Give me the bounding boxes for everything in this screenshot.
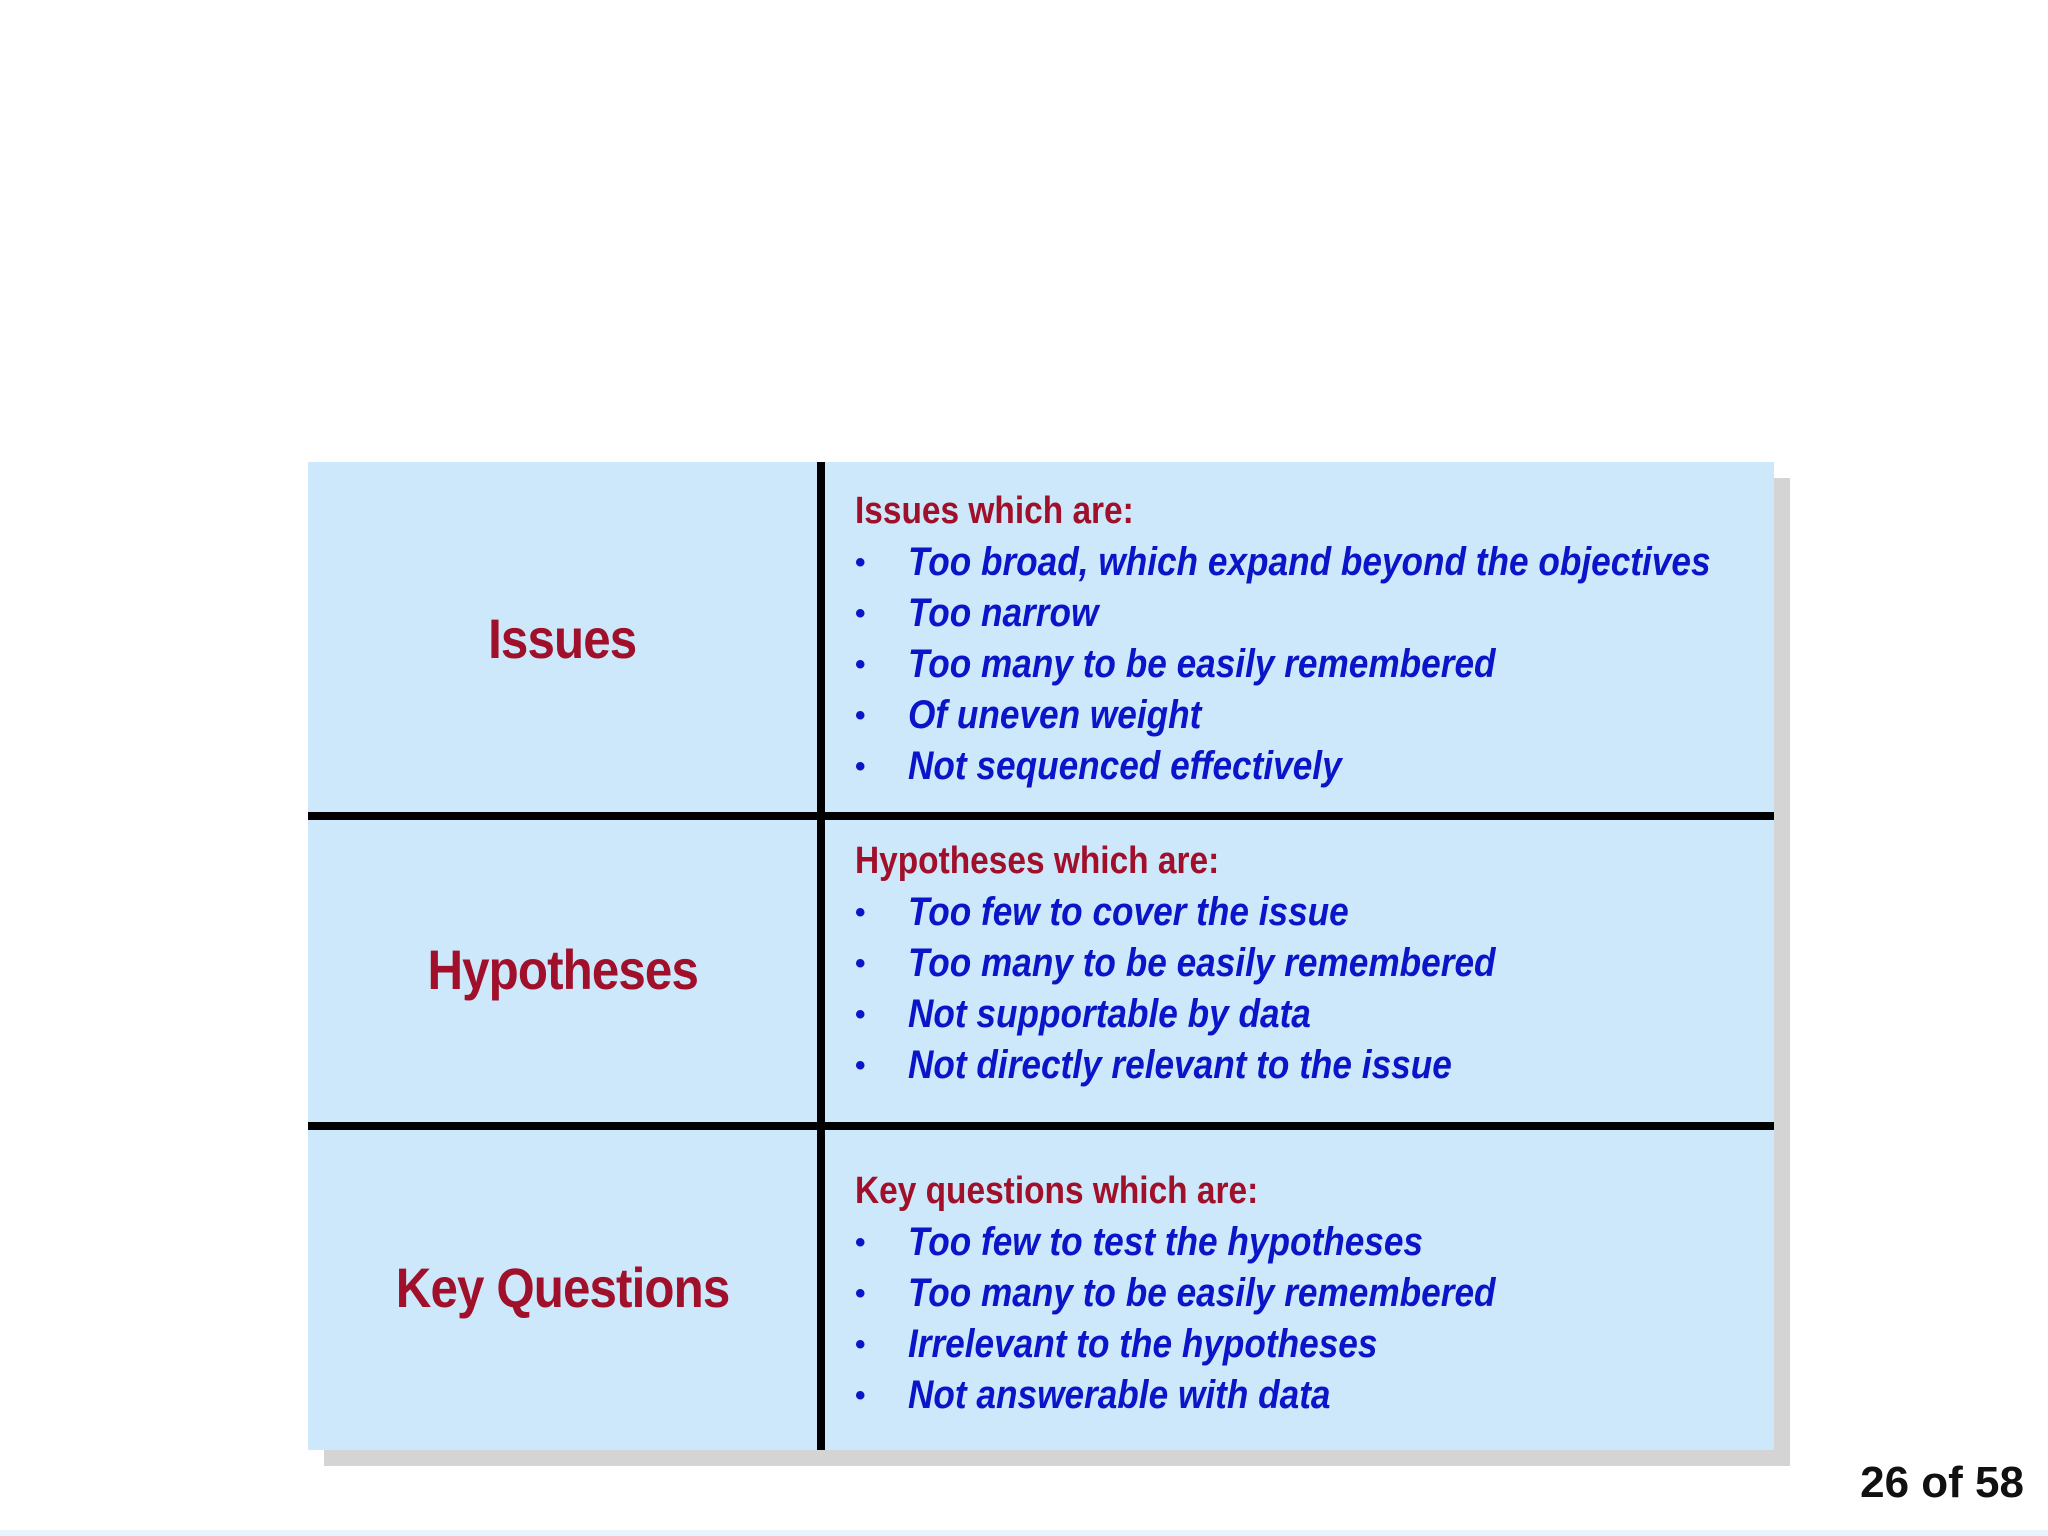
bullet-icon: • xyxy=(855,1226,866,1259)
pitfalls-table xyxy=(308,462,1774,1450)
list-item xyxy=(855,1319,1755,1370)
row-label-hypotheses: Hypotheses xyxy=(427,937,698,1001)
bullet-text: Too narrow xyxy=(908,591,1099,635)
bullet-text: Irrelevant to the hypotheses xyxy=(908,1322,1378,1366)
list-item xyxy=(855,1217,1755,1268)
bullet-text: Of uneven weight xyxy=(908,693,1202,737)
page-number: 26 of 58 xyxy=(1860,1458,2024,1507)
content-heading-hypotheses: Hypotheses which are: xyxy=(855,840,1220,882)
bullet-text: Not supportable by data xyxy=(908,992,1311,1036)
row-content-cell xyxy=(855,1124,1755,1492)
bullet-icon: • xyxy=(855,1049,866,1082)
bullet-icon: • xyxy=(855,998,866,1031)
bullet-text: Not sequenced effectively xyxy=(908,744,1342,788)
table-row-issues xyxy=(308,462,1774,814)
table-row-key-questions xyxy=(308,1124,1774,1450)
bullet-text: Not answerable with data xyxy=(908,1373,1331,1417)
row-label-cell xyxy=(308,814,817,1124)
bullet-icon: • xyxy=(855,648,866,681)
list-item xyxy=(855,690,1755,741)
row-content-cell xyxy=(855,462,1755,838)
bullet-text: Too many to be easily remembered xyxy=(908,941,1496,985)
row-label-issues: Issues xyxy=(488,606,637,670)
row-divider xyxy=(308,1122,1774,1130)
list-item xyxy=(855,989,1755,1040)
bullet-icon: • xyxy=(855,1328,866,1361)
list-item xyxy=(855,639,1755,690)
bullet-icon: • xyxy=(855,1379,866,1412)
row-label-cell xyxy=(308,462,817,814)
list-item xyxy=(855,1268,1755,1319)
bullet-icon: • xyxy=(855,896,866,929)
content-heading-issues: Issues which are: xyxy=(855,490,1134,532)
bullet-text: Too many to be easily remembered xyxy=(908,1271,1496,1315)
row-content-cell xyxy=(855,814,1755,1146)
column-divider xyxy=(817,462,825,1450)
row-label-key-questions: Key Questions xyxy=(395,1255,730,1319)
bottom-bar xyxy=(0,1530,2048,1536)
bullet-list-key-questions xyxy=(855,1217,1755,1421)
bullet-list-issues xyxy=(855,537,1755,792)
bullet-text: Too few to test the hypotheses xyxy=(908,1220,1424,1264)
bullet-icon: • xyxy=(855,1277,866,1310)
bullet-text: Too many to be easily remembered xyxy=(908,642,1496,686)
bullet-icon: • xyxy=(855,699,866,732)
row-divider xyxy=(308,812,1774,820)
bullet-icon: • xyxy=(855,597,866,630)
table-row-hypotheses xyxy=(308,814,1774,1124)
list-item xyxy=(855,938,1755,989)
list-item xyxy=(855,887,1755,938)
bullet-list-hypotheses xyxy=(855,887,1755,1091)
list-item xyxy=(855,588,1755,639)
list-item xyxy=(855,1370,1755,1421)
bullet-icon: • xyxy=(855,546,866,579)
bullet-icon: • xyxy=(855,750,866,783)
bullet-text: Too broad, which expand beyond the objectives xyxy=(908,540,1711,584)
list-item xyxy=(855,741,1755,792)
bullet-icon: • xyxy=(855,947,866,980)
bullet-text: Not directly relevant to the issue xyxy=(908,1043,1452,1087)
content-heading-key-questions: Key questions which are: xyxy=(855,1170,1259,1212)
bullet-text: Too few to cover the issue xyxy=(908,890,1349,934)
list-item xyxy=(855,1040,1755,1091)
list-item xyxy=(855,537,1755,588)
row-label-cell xyxy=(308,1124,817,1450)
